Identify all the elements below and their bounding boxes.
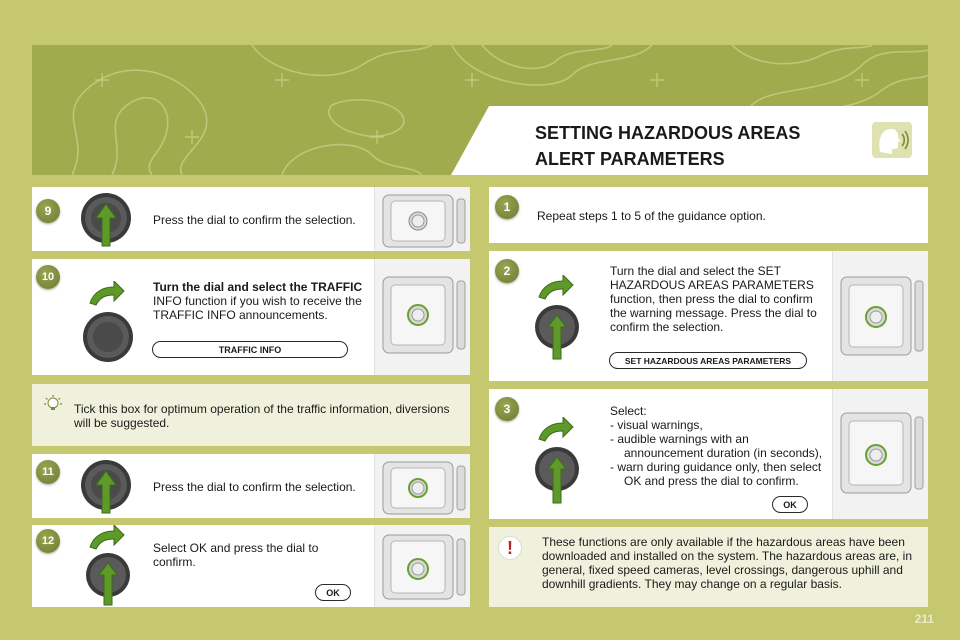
warning-text: These functions are only available if the hazardous areas have been downloaded and installed on the system. The hazardous areas are, in general, fixed speed cameras, level crossings, dangerous uphill and downhill gradients. They may change on a regular basis. — [542, 535, 913, 591]
ok-pill: OK — [315, 584, 351, 601]
page-title: SETTING HAZARDOUS AREAS ALERT PARAMETERS — [535, 123, 801, 169]
dial-push-icon — [80, 190, 132, 250]
step-number-badge: 2 — [495, 259, 519, 283]
step-2-panel — [489, 251, 928, 381]
dial-turn-icon — [78, 281, 138, 371]
radio-unit-illustration — [374, 187, 470, 251]
step-9-panel — [32, 187, 470, 251]
page-number: 211 — [914, 612, 934, 626]
tip-text: Tick this box for optimum operation of the traffic information, diversions will be suggested. — [74, 402, 450, 430]
radio-unit-illustration — [374, 259, 470, 375]
step-text: Select OK and press the dial to confirm. — [153, 541, 319, 569]
radio-unit-illustration — [832, 251, 928, 381]
step-3-panel — [489, 389, 928, 519]
step-text: Turn the dial and select the TRAFFIC INFO function if you wish to receive the TRAFFIC INFO announcements. — [153, 280, 363, 322]
step-number-badge: 11 — [36, 460, 60, 484]
options-list — [610, 418, 830, 488]
dial-turn-icon — [78, 525, 138, 607]
step-number-badge: 1 — [495, 195, 519, 219]
radio-unit-illustration — [832, 389, 928, 519]
step-11-panel — [32, 454, 470, 518]
exclamation-icon: ! — [498, 536, 522, 560]
list-item: - warn during guidance only, then select OK and press the dial to confirm. — [610, 460, 822, 488]
voice-control-icon — [872, 122, 912, 158]
dial-turn-push-icon — [527, 417, 587, 507]
step-text: Select: - visual warnings, - audible warnings with an announcement duration (in seconds), - warn during guidance only, then select OK and press the dial to confirm. — [610, 404, 830, 488]
ok-pill: OK — [772, 496, 808, 513]
step-number-badge: 12 — [36, 529, 60, 553]
list-item: - audible warnings with an announcement duration (in seconds), — [610, 432, 823, 460]
list-item: - visual warnings, — [610, 418, 703, 432]
step-1-panel — [489, 187, 928, 243]
lightbulb-icon — [44, 395, 62, 413]
step-12-panel — [32, 525, 470, 607]
set-hazardous-areas-parameters-pill: SET HAZARDOUS AREAS PARAMETERS — [609, 352, 807, 369]
tip-panel — [32, 384, 470, 446]
traffic-info-pill: TRAFFIC INFO — [152, 341, 348, 358]
step-text: Press the dial to confirm the selection. — [153, 480, 356, 494]
title-panel — [489, 106, 928, 175]
radio-unit-illustration — [374, 525, 470, 607]
step-number-badge: 3 — [495, 397, 519, 421]
step-text: Press the dial to confirm the selection. — [153, 213, 356, 227]
step-text: Turn the dial and select the SET HAZARDOUS AREAS PARAMETERS function, then press the dial to confirm the warning message. Press the dial to confirm the selection. — [610, 264, 817, 334]
radio-unit-illustration — [374, 454, 470, 518]
step-10-panel — [32, 259, 470, 375]
step-text: Repeat steps 1 to 5 of the guidance option. — [537, 209, 766, 223]
dial-turn-push-icon — [527, 275, 587, 361]
step-number-badge: 10 — [36, 265, 60, 289]
step-number-badge: 9 — [36, 199, 60, 223]
warning-panel — [489, 527, 928, 607]
dial-push-icon — [80, 457, 132, 517]
